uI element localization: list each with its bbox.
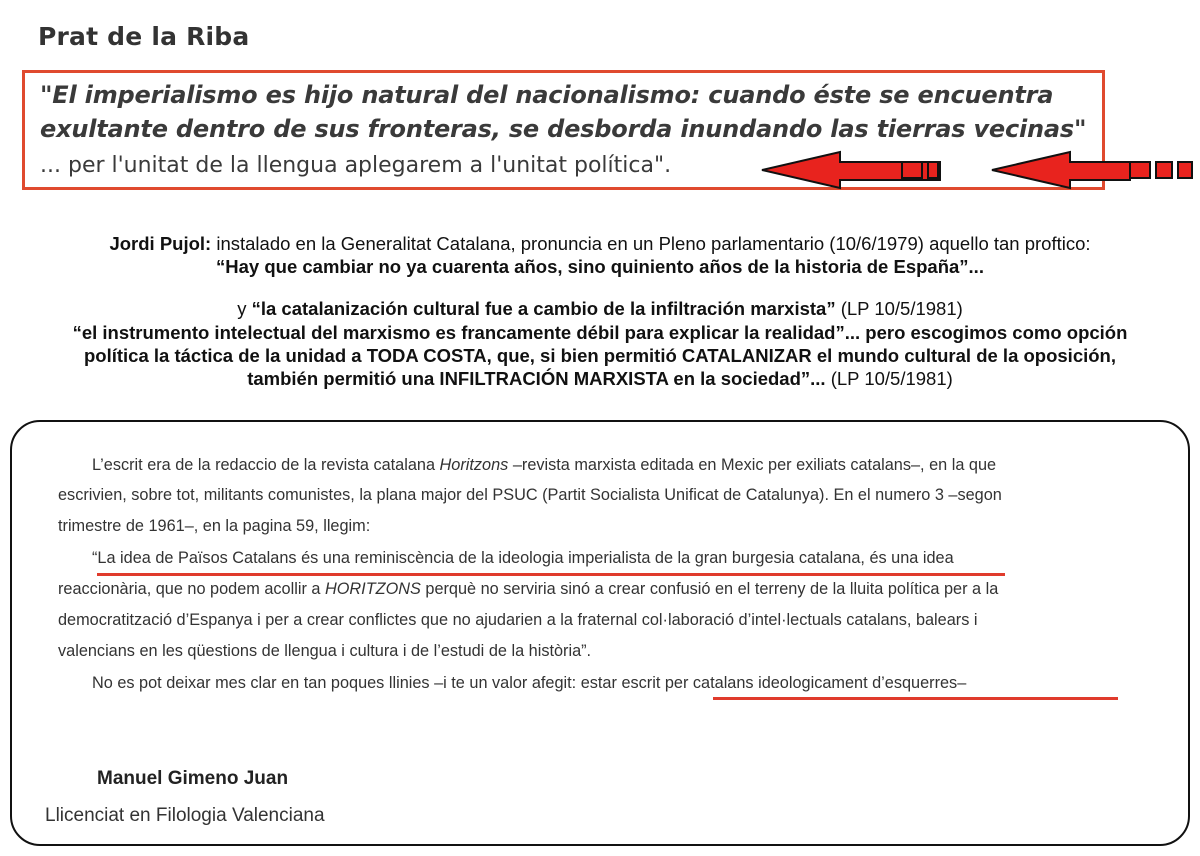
pujol-ref-2: (LP 10/5/1981) (825, 368, 953, 389)
pujol-long-3 (0, 368, 1200, 390)
letter-line-4 (92, 549, 954, 568)
author-title: Llicenciat en Filologia Valenciana (45, 805, 325, 826)
quote-line-3: ... per l'unitat de la llengua aplegarem a l'unitat política". (40, 153, 672, 178)
pujol-long-1-text: “el instrumento intelectual del marxismo es francamente débil para explicar la realidad”... pero escogimos como opción (72, 322, 1128, 343)
horitzons-caps: HORITZONS (325, 580, 421, 598)
pujol-long-2-text: política la táctica de la unidad a TODA COSTA, que, si bien permitió CATALANIZAR el mundo cultural de la oposición, (83, 345, 1116, 366)
pujol-quote-1 (0, 256, 1200, 278)
right-arrow-icon (990, 150, 1140, 192)
pujol-quote-2-line (0, 298, 1200, 320)
letter-line-3: trimestre de 1961–, en la pagina 59, llegim: (58, 517, 371, 535)
pujol-name: Jordi Pujol: (109, 233, 212, 254)
arrow-dashes-icon (900, 160, 950, 182)
pujol-long-3-text: también permitió una INFILTRACIÓN MARXISTA en la sociedad”... (247, 368, 826, 389)
quote-line-2: exultante dentro de sus fronteras, se desborda inundando las tierras vecinas" (40, 115, 1087, 143)
horitzons-title: Horitzons (439, 456, 509, 474)
underline-2 (713, 697, 1118, 700)
letter-line-5 (58, 580, 998, 599)
letter-line-5a: reaccionària, que no podem acollir a (58, 580, 325, 598)
letter-line-4a: “La idea de Països Catalans és una reminiscència de la ideologia imperialista de la gran burgesia catalana (92, 549, 861, 567)
heading-prat-de-la-riba: Prat de la Riba (38, 22, 250, 51)
letter-line-8 (92, 674, 966, 693)
pujol-intro-text: instalado en la Generalitat Catalana, pronuncia en un Pleno parlamentario (10/6/1979) aquello tan proftico: (211, 233, 1091, 254)
letter-line-5b: perquè no serviria sinó a crear confusió en el terreny de la lluita política per a la (420, 580, 999, 598)
quote-line-1: "El imperialismo es hijo natural del nacionalismo: cuando éste se encuentra (40, 81, 1054, 109)
letter-line-8a: No es pot deixar mes clar en tan poques llinies –i te un valor afegit: estar (92, 674, 622, 692)
letter-line-1 (92, 456, 996, 475)
letter-line-8b: escrit per catalans ideologicament d’esquerres– (621, 674, 967, 692)
author-name: Manuel Gimeno Juan (97, 768, 289, 789)
pujol-intro (0, 233, 1200, 255)
letter-line-1a: L’escrit era de la redaccio de la revista catalana (92, 456, 440, 474)
pujol-long-1 (0, 322, 1200, 344)
pujol-quote-1-text: “Hay que cambiar no ya cuarenta años, sino quiniento años de la historia de España”... (216, 256, 984, 277)
letter-line-6: democratització d’Espanya i per a crear conflictes que no ajudarien a la fraternal col·laboració d’intel·lectuals catalans, balears i (58, 611, 978, 629)
pujol-ref-1: (LP 10/5/1981) (835, 298, 963, 319)
letter-line-7: valencians en les qüestions de llengua i cultura i de l’estudi de la història”. (58, 642, 592, 660)
letter-line-4b: , és una idea (860, 549, 954, 567)
letter-line-1b: –revista marxista editada en Mexic per exiliats catalans–, en la que (508, 456, 997, 474)
pujol-y: y (237, 298, 252, 319)
underline-1 (97, 573, 1005, 576)
arrow-dashes-2-icon (1128, 160, 1198, 182)
letter-line-2: escrivien, sobre tot, militants comunistes, la plana major del PSUC (Partit Socialista Unificat de Catalunya). En el numero 3 –segon (58, 486, 1002, 504)
pujol-quote-2: “la catalanización cultural fue a cambio de la infiltración marxista” (251, 298, 836, 319)
pujol-long-2 (0, 345, 1200, 367)
